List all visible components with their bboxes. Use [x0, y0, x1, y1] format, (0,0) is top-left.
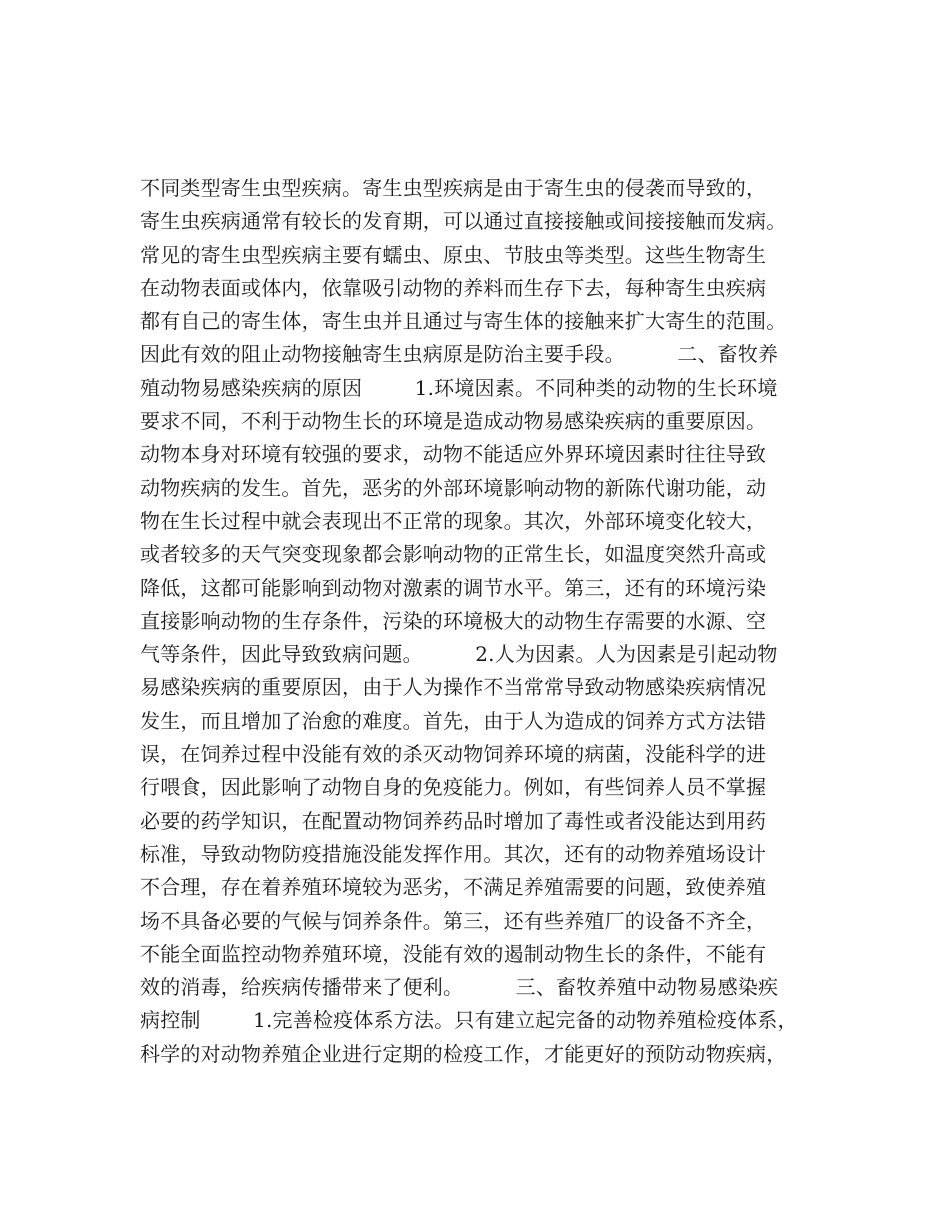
text-line: 科学的对动物养殖企业进行定期的检疫工作，才能更好的预防动物疾病，	[140, 1041, 787, 1066]
text-line: 病控制 1.完善检疫体系方法。只有建立起完备的动物养殖检疫体系，	[140, 1008, 798, 1033]
text-line: 降低，这都可能影响到动物对激素的调节水平。第三，还有的环境污染	[140, 575, 767, 600]
text-line: 动物疾病的发生。首先，恶劣的外部环境影响动物的新陈代谢功能，动	[140, 475, 767, 500]
text-line: 必要的药学知识，在配置动物饲养药品时增加了毒性或者没能达到用药	[140, 808, 767, 833]
text-line: 或者较多的天气突变现象都会影响动物的正常生长，如温度突然升高或	[140, 542, 767, 567]
text-line: 效的消毒，给疾病传播带来了便利。 三、畜牧养殖中动物易感染疾	[140, 975, 779, 1000]
text-line: 直接影响动物的生存条件，污染的环境极大的动物生存需要的水源、空	[140, 608, 767, 633]
text-line: 在动物表面或体内，依靠吸引动物的养料而生存下去，每种寄生虫疾病	[140, 275, 767, 300]
text-line: 发生，而且增加了治愈的难度。首先，由于人为造成的饲养方式方法错	[140, 708, 767, 733]
text-line: 标准，导致动物防疫措施没能发挥作用。其次，还有的动物养殖场设计	[140, 841, 767, 866]
body-text	[140, 172, 840, 1071]
text-line: 都有自己的寄生体，寄生虫并且通过与寄生体的接触来扩大寄生的范围。	[140, 309, 787, 334]
text-line: 殖动物易感染疾病的原因 1.环境因素。不同种类的动物的生长环境	[140, 375, 778, 400]
text-line: 不合理，存在着养殖环境较为恶劣，不满足养殖需要的问题，致使养殖	[140, 875, 767, 900]
text-line: 行喂食，因此影响了动物自身的免疫能力。例如，有些饲养人员不掌握	[140, 775, 767, 800]
text-line: 不能全面监控动物养殖环境，没能有效的遏制动物生长的条件，不能有	[140, 941, 767, 966]
text-line: 要求不同，不利于动物生长的环境是造成动物易感染疾病的重要原因。	[140, 409, 767, 434]
text-line: 寄生虫疾病通常有较长的发育期，可以通过直接接触或间接接触而发病。	[140, 209, 787, 234]
text-line: 常见的寄生虫型疾病主要有蠕虫、原虫、节肢虫等类型。这些生物寄生	[140, 242, 767, 267]
text-line: 因此有效的阻止动物接触寄生虫病原是防治主要手段。 二、畜牧养	[140, 342, 779, 367]
text-line: 易感染疾病的重要原因，由于人为操作不当常常导致动物感染疾病情况	[140, 675, 767, 700]
text-line: 物在生长过程中就会表现出不正常的现象。其次，外部环境变化较大，	[140, 508, 767, 533]
text-line: 动物本身对环境有较强的要求，动物不能适应外界环境因素时往往导致	[140, 442, 767, 467]
text-line: 场不具备必要的气候与饲养条件。第三，还有些养殖厂的设备不齐全，	[140, 908, 767, 933]
text-line: 气等条件，因此导致致病问题。 2.人为因素。人为因素是引起动物	[140, 642, 778, 667]
text-line: 不同类型寄生虫型疾病。寄生虫型疾病是由于寄生虫的侵袭而导致的，	[140, 176, 767, 200]
text-line: 误，在饲养过程中没能有效的杀灭动物饲养环境的病菌，没能科学的进	[140, 742, 767, 767]
